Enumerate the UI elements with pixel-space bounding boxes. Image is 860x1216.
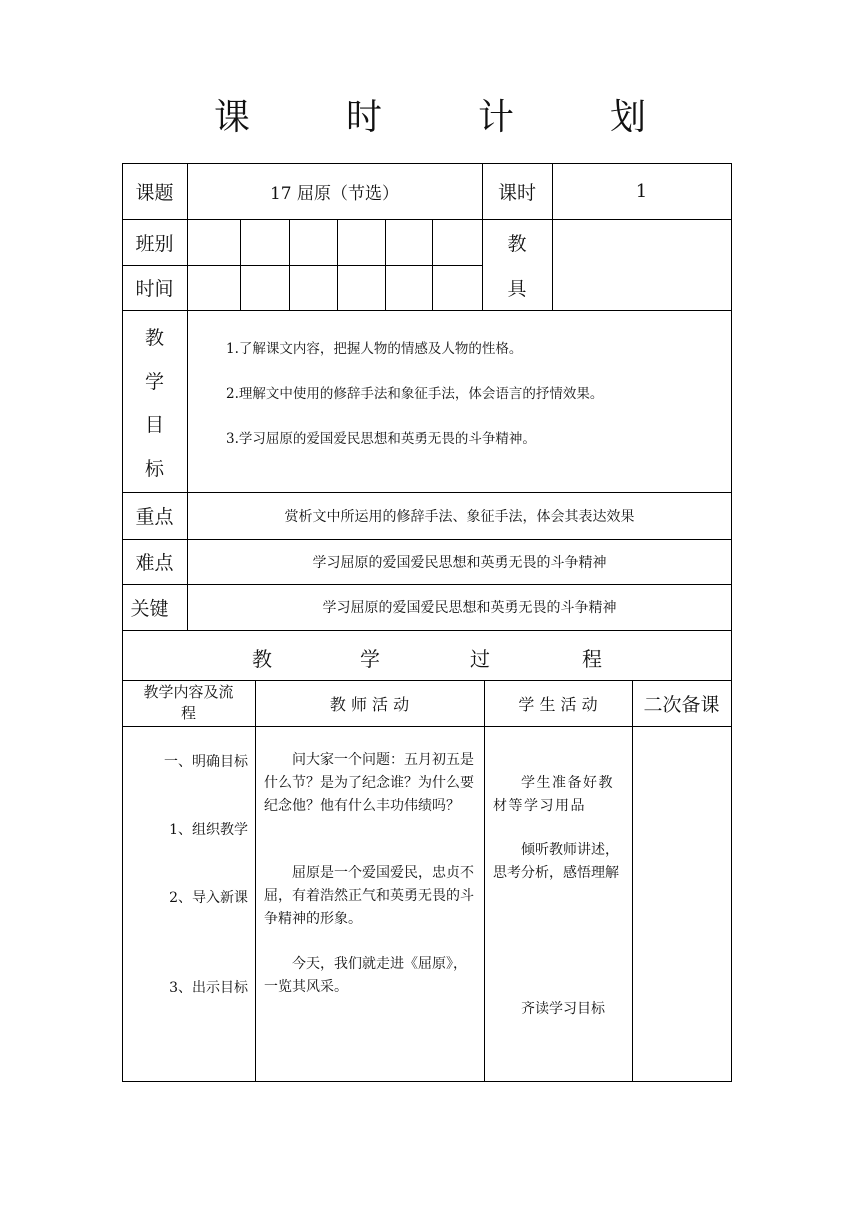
- student-column-header: 学 生 活 动: [518, 694, 598, 714]
- page-title: 课 时 计 划: [213, 97, 676, 138]
- review-column-header: 二次备课: [643, 693, 720, 716]
- teacher-column-header: 教 师 活 动: [329, 694, 410, 714]
- teacher-activity: 问大家一个问题：五月初五是什么节？是为了纪念谁？为什么要纪念他？他有什么丰功伟绩吗？: [264, 752, 474, 814]
- crux-label: 关键: [130, 597, 169, 620]
- difficulty-label: 难点: [135, 552, 174, 574]
- process-step: 3、出示目标: [169, 980, 248, 996]
- goal-item: 2.理解文中使用的修辞手法和象征手法，体会语言的抒情效果。: [226, 386, 604, 402]
- process-header: 教 学 过 程: [252, 647, 602, 671]
- student-activity: 齐读学习目标: [521, 1001, 605, 1017]
- goal-item: 1.了解课文内容，把握人物的情感及人物的性格。: [226, 341, 523, 357]
- time-label: 时间: [135, 278, 174, 300]
- process-step: 一、明确目标: [164, 754, 248, 770]
- difficulty-value: 学习屈原的爱国爱民思想和英勇无畏的斗争精神: [312, 554, 607, 571]
- tools-label: 教 具: [507, 233, 527, 300]
- class-label: 班别: [135, 232, 174, 255]
- topic-label: 课题: [135, 181, 174, 204]
- student-activity: 学生准备好教材等学习用品: [493, 775, 614, 814]
- period-label: 课时: [497, 181, 536, 204]
- key-point-value: 赏析文中所运用的修辞手法、象征手法，体会其表达效果: [284, 508, 635, 525]
- process-step: 2、导入新课: [169, 890, 248, 906]
- crux-value: 学习屈原的爱国爱民思想和英勇无畏的斗争精神: [322, 600, 617, 616]
- teacher-activity: 屈原是一个爱国爱民，忠贞不屈，有着浩然正气和英勇无畏的斗争精神的形象。: [264, 865, 474, 927]
- topic-value: 17 屈原（节选）: [269, 183, 400, 204]
- teacher-activity: 今天，我们就走进《屈原》，一览其风采。: [264, 956, 467, 995]
- process-step: 1、组织教学: [169, 822, 248, 838]
- key-point-label: 重点: [135, 506, 174, 528]
- student-activity: 倾听教师讲述，思考分析，感悟理解: [493, 842, 619, 881]
- period-value: 1: [635, 180, 648, 202]
- content-column-header: 教学内容及流 程: [143, 683, 234, 722]
- goals-label: 教 学 目 标: [144, 327, 164, 480]
- goal-item: 3.学习屈原的爱国爱民思想和英勇无畏的斗争精神。: [226, 431, 536, 447]
